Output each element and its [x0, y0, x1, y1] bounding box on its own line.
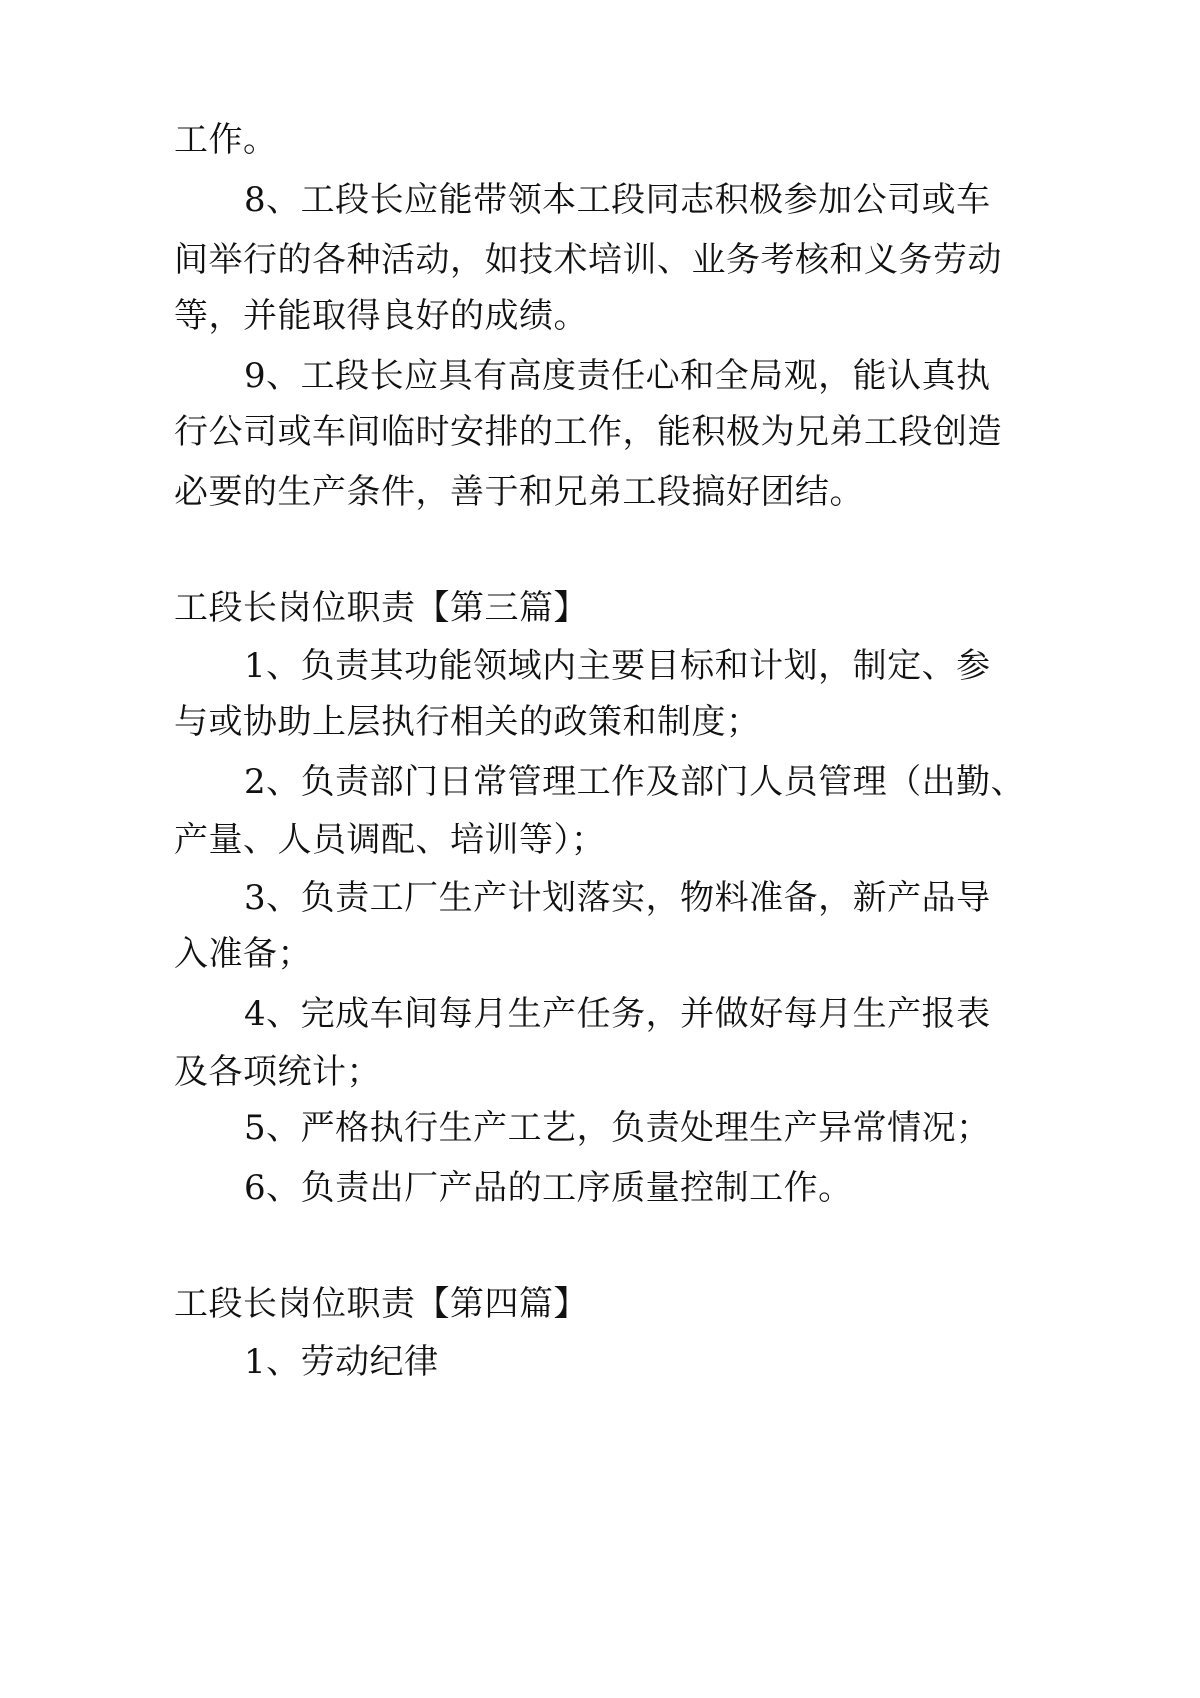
- section-heading-part-four: 工段长岗位职责【第四篇】: [174, 1284, 588, 1324]
- list-item-9-line-1: 9、工段长应具有高度责任心和全局观，能认真执: [244, 356, 991, 396]
- duty-4-line-1: 4、完成车间每月生产任务，并做好每月生产报表: [244, 994, 991, 1034]
- duty-4-line-2: 及各项统计；: [174, 1052, 381, 1092]
- duty-1-line-2: 与或协助上层执行相关的政策和制度；: [174, 702, 761, 742]
- list-item-8-line-1: 8、工段长应能带领本工段同志积极参加公司或车: [244, 180, 991, 220]
- duty-2-line-1: 2、负责部门日常管理工作及部门人员管理（出勤、: [244, 762, 1026, 802]
- paragraph-line: 工作。: [174, 120, 278, 160]
- duty-2-line-2: 产量、人员调配、培训等）；: [174, 820, 606, 860]
- duty-1-line-1: 1、负责其功能领域内主要目标和计划，制定、参: [244, 646, 991, 686]
- list-item-8-line-3: 等，并能取得良好的成绩。: [174, 296, 588, 336]
- list-item-8-line-2: 间举行的各种活动，如技术培训、业务考核和义务劳动: [174, 240, 1002, 280]
- section-heading-part-three: 工段长岗位职责【第三篇】: [174, 588, 588, 628]
- duty-5-line: 5、严格执行生产工艺，负责处理生产异常情况；: [244, 1108, 991, 1148]
- list-item-9-line-3: 必要的生产条件，善于和兄弟工段搞好团结。: [174, 472, 864, 512]
- list-item-9-line-2: 行公司或车间临时安排的工作，能积极为兄弟工段创造: [174, 412, 1002, 452]
- part-four-item-1: 1、劳动纪律: [244, 1342, 439, 1382]
- duty-6-line: 6、负责出厂产品的工序质量控制工作。: [244, 1168, 853, 1208]
- duty-3-line-1: 3、负责工厂生产计划落实，物料准备，新产品导: [244, 878, 991, 918]
- duty-3-line-2: 入准备；: [174, 934, 312, 974]
